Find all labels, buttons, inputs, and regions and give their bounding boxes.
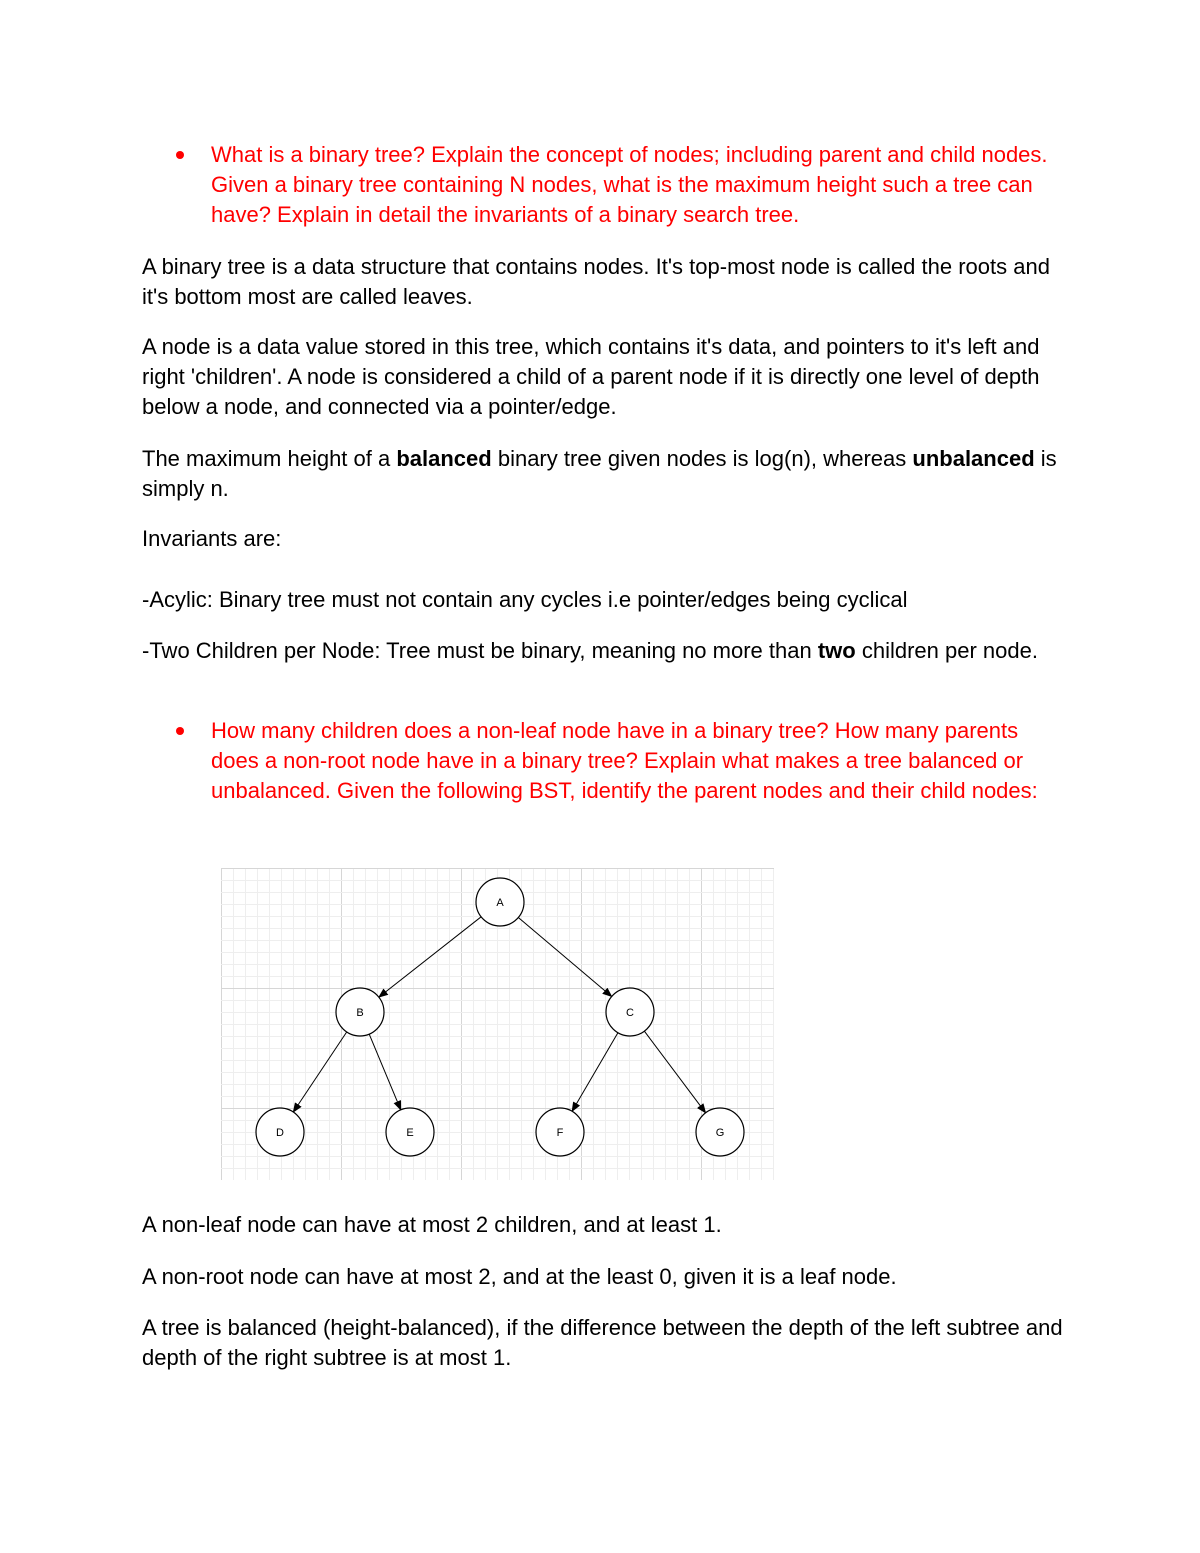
- tree-node-E: [386, 1108, 434, 1156]
- question-2: How many children does a non-leaf node have in a binary tree? How many parents does a non-root node have in a binary tree? Explain what makes a tree balanced or unbalanced. Given the following BST, identify the parent nodes and their child nodes:: [211, 718, 1038, 803]
- question-1: What is a binary tree? Explain the concept of nodes; including parent and child nodes. Given a binary tree containing N nodes, what is the maximum height such a tree can have? Explain in detail the invariants of a binary search tree.: [211, 142, 1048, 227]
- text-run: binary tree given nodes is log(n), whereas: [491, 446, 913, 471]
- tree-node-A: [476, 878, 524, 926]
- answer-1-paragraph-4: Invariants are:: [142, 526, 282, 551]
- text-run: -Two Children per Node: Tree must be binary, meaning no more than: [142, 638, 818, 663]
- bullet-icon: [176, 727, 184, 735]
- tree-node-F: [536, 1108, 584, 1156]
- tree-node-label: F: [556, 1127, 564, 1139]
- bold-term-two: two: [817, 638, 856, 663]
- answer-1-paragraph-3: [142, 444, 1072, 504]
- tree-node-G: [696, 1108, 744, 1156]
- tree-node-label: D: [276, 1127, 284, 1139]
- tree-node-label: G: [715, 1127, 725, 1139]
- bold-term-unbalanced: unbalanced: [912, 446, 1035, 471]
- answer-1-paragraph-1: A binary tree is a data structure that contains nodes. It's top-most node is called the roots and it's bottom most are called leaves.: [142, 254, 1050, 309]
- text-run: The maximum height of a: [142, 446, 397, 471]
- tree-node-label: A: [496, 897, 504, 909]
- tree-node-label: B: [356, 1007, 364, 1019]
- answer-1-paragraph-6: [142, 636, 1072, 666]
- binary-tree-diagram: [221, 868, 774, 1180]
- tree-node-C: [606, 988, 654, 1036]
- answer-1-paragraph-5: -Acylic: Binary tree must not contain any cycles i.e pointer/edges being cyclical: [142, 587, 908, 612]
- tree-node-label: C: [626, 1007, 634, 1019]
- answer-1-paragraph-2: A node is a data value stored in this tree, which contains it's data, and pointers to it's left and right 'children'. A node is considered a child of a parent node if it is directly one level of depth below a node, and connected via a pointer/edge.: [142, 334, 1040, 419]
- tree-node-label: E: [406, 1127, 414, 1139]
- answer-2-paragraph-2: A non-root node can have at most 2, and at the least 0, given it is a leaf node.: [142, 1264, 897, 1289]
- tree-node-D: [256, 1108, 304, 1156]
- bold-term-balanced: balanced: [396, 446, 492, 471]
- tree-node-B: [336, 988, 384, 1036]
- answer-2-paragraph-3: A tree is balanced (height-balanced), if the difference between the depth of the left subtree and depth of the right subtree is at most 1.: [142, 1315, 1063, 1370]
- tree-edge-A-C: [518, 918, 611, 997]
- answer-2-paragraph-1: A non-leaf node can have at most 2 children, and at least 1.: [142, 1212, 722, 1237]
- text-run: is simply n.: [142, 446, 1057, 501]
- text-run: children per node.: [855, 638, 1038, 663]
- bullet-icon: [176, 151, 184, 159]
